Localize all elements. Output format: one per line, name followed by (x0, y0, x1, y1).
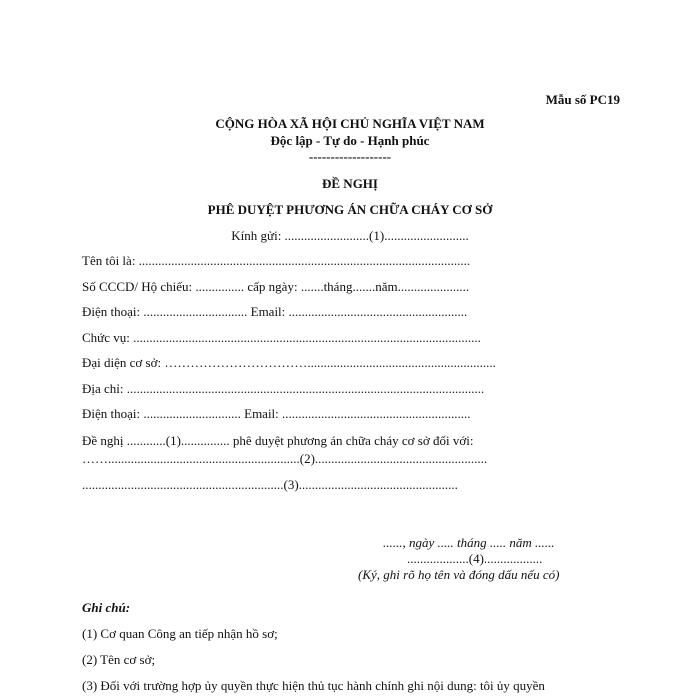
note-item-3: (3) Đối với trường hợp ủy quyền thực hiện thủ tục hành chính ghi nội dung: tôi ủy quyền (82, 678, 545, 693)
request-line-2: ……...........................................................(2)..................................................... (82, 451, 488, 466)
request-line-1: Đề nghị ............(1)............... phê duyệt phương án chữa cháy cơ sở đối với: (82, 433, 474, 448)
form-code: Mẫu số PC19 (545, 92, 620, 107)
signature-date: ......, ngày ..... tháng ..... năm ...... (383, 535, 555, 550)
notes-heading: Ghi chú: (82, 600, 131, 615)
request-line-3: ..............................................................(3)................................................. (82, 477, 458, 492)
signature-name: ...................(4).................. (407, 551, 543, 566)
recipient-line: Kính gửi: ..........................(1).......................... (231, 228, 469, 243)
header-divider: ------------------- (308, 149, 392, 164)
field-full-name: Tên tôi là: ...................................................................................................... (82, 253, 471, 268)
document-title: ĐỀ NGHỊ (322, 176, 378, 191)
note-item-1: (1) Cơ quan Công an tiếp nhận hồ sơ; (82, 626, 278, 641)
note-item-2: (2) Tên cơ sở; (82, 652, 156, 667)
field-id-number: Số CCCD/ Hộ chiếu: ............... cấp ngày: .......tháng.......năm...................... (82, 279, 470, 294)
signature-note: (Ký, ghi rõ họ tên và đóng dấu nếu có) (358, 567, 560, 582)
field-facility-representative: Đại diện cơ sở: …………………………….......................................................... (82, 355, 496, 370)
field-phone-email: Điện thoại: ................................ Email: ....................................................... (82, 304, 468, 319)
document-subtitle: PHÊ DUYỆT PHƯƠNG ÁN CHỮA CHÁY CƠ SỞ (207, 202, 493, 217)
field-position: Chức vụ: ........................................................................................................... (82, 330, 481, 345)
field-facility-phone-email: Điện thoại: .............................. Email: .......................................................... (82, 406, 471, 421)
country-name: CỘNG HÒA XÃ HỘI CHỦ NGHĨA VIỆT NAM (215, 116, 485, 131)
national-motto: Độc lập - Tự do - Hạnh phúc (270, 133, 430, 148)
field-address: Địa chỉ: .............................................................................................................. (82, 381, 485, 396)
